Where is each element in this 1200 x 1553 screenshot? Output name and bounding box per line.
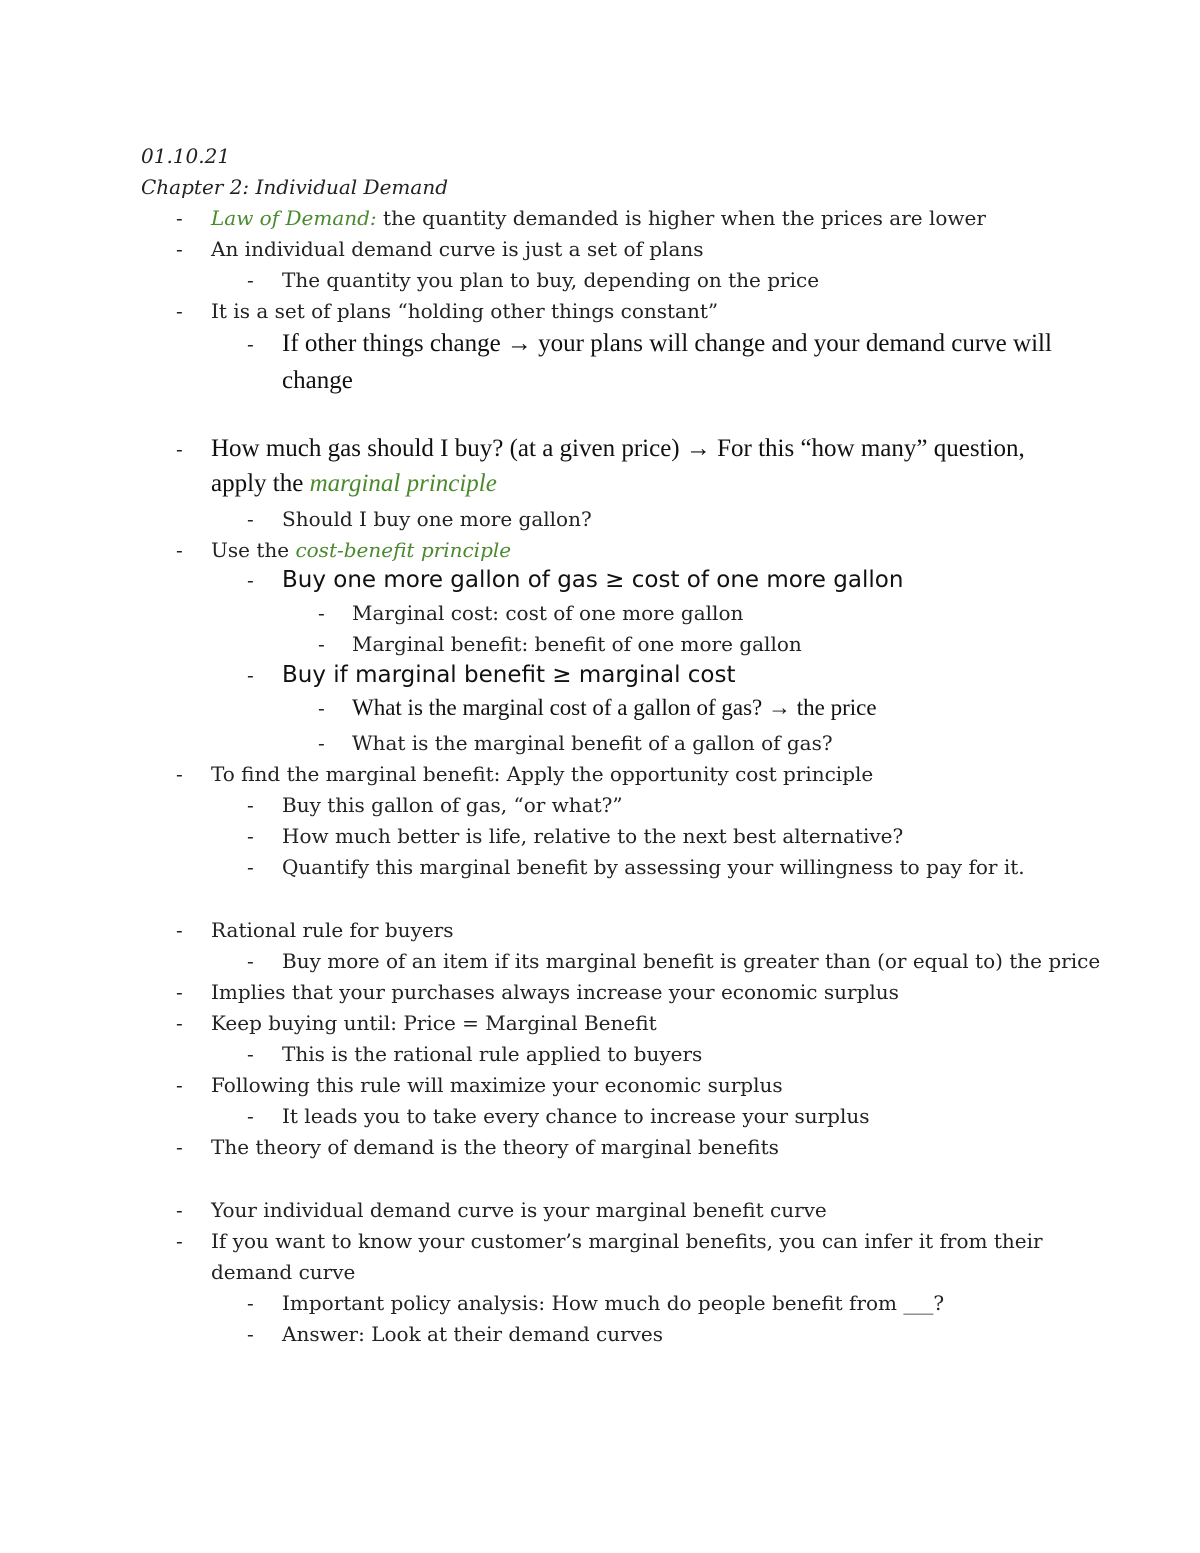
list-item-text: The quantity you plan to buy, depending on the price — [282, 268, 820, 292]
list-item-text: It is a set of plans “holding other things constant” — [211, 299, 719, 323]
law-definition: the quantity demanded is higher when the prices are lower — [376, 206, 986, 230]
list-item-text: Buy this gallon of gas, “or what?” — [282, 793, 623, 817]
term-law-of-demand: Law of Demand: — [211, 206, 377, 230]
bullet-dash: - — [176, 1011, 183, 1035]
list-item-text: Buy one more gallon of gas ≥ cost of one more gallon — [282, 567, 904, 593]
bullet-dash: - — [176, 1229, 183, 1253]
term-cost-benefit-principle: cost-benefit principle — [295, 538, 512, 562]
list-item-text — [211, 537, 511, 563]
bullet-dash: - — [247, 332, 254, 356]
bullet-dash: - — [176, 980, 183, 1004]
list-item-text: Following this rule will maximize your economic surplus — [211, 1073, 783, 1097]
bullet-dash: - — [247, 1291, 254, 1315]
bullet-dash: - — [176, 206, 183, 230]
list-item-text: Implies that your purchases always increase your economic surplus — [211, 980, 899, 1004]
list-item-text — [211, 471, 497, 497]
bullet-dash: - — [318, 696, 325, 720]
bullet-dash: - — [176, 1198, 183, 1222]
list-item-text: How much better is life, relative to the next best alternative? — [282, 824, 904, 848]
apply-prefix: apply the — [211, 470, 310, 497]
list-item-text: Your individual demand curve is your marginal benefit curve — [211, 1198, 827, 1222]
list-item-text: What is the marginal benefit of a gallon of gas? — [352, 731, 833, 755]
list-item-text: Marginal benefit: benefit of one more gallon — [352, 632, 802, 656]
bullet-dash: - — [247, 949, 254, 973]
bullet-dash: - — [247, 1042, 254, 1066]
list-item-text: To find the marginal benefit: Apply the opportunity cost principle — [211, 762, 874, 786]
list-item-text: How much gas should I buy? (at a given price) → For this “how many” question, — [211, 435, 1025, 462]
list-item-text: Answer: Look at their demand curves — [282, 1322, 664, 1346]
list-item-text: change — [282, 367, 353, 394]
use-prefix: Use the — [211, 538, 296, 562]
bullet-dash: - — [247, 568, 254, 592]
bullet-dash: - — [176, 918, 183, 942]
bullet-dash: - — [247, 268, 254, 292]
bullet-dash: - — [247, 793, 254, 817]
bullet-dash: - — [176, 237, 183, 261]
bullet-dash: - — [318, 632, 325, 656]
list-item-text: demand curve — [211, 1260, 356, 1284]
list-item-text: Should I buy one more gallon? — [282, 507, 592, 531]
list-item-text: Rational rule for buyers — [211, 918, 454, 942]
bullet-dash: - — [176, 299, 183, 323]
list-item-text: An individual demand curve is just a set of plans — [211, 237, 704, 261]
bullet-dash: - — [176, 538, 183, 562]
term-marginal-principle: marginal principle — [309, 470, 497, 497]
bullet-dash: - — [176, 1073, 183, 1097]
list-item-text: Important policy analysis: How much do people benefit from ___? — [282, 1291, 945, 1315]
bullet-dash: - — [247, 855, 254, 879]
list-item-text: Keep buying until: Price = Marginal Benefit — [211, 1011, 657, 1035]
bullet-dash: - — [176, 1135, 183, 1159]
list-item-text: Quantify this marginal benefit by assessing your willingness to pay for it. — [282, 855, 1025, 879]
note-date: 01.10.21 — [141, 144, 231, 168]
list-item-text: If you want to know your customer’s marginal benefits, you can infer it from their — [211, 1229, 1043, 1253]
list-item-text: It leads you to take every chance to increase your surplus — [282, 1104, 870, 1128]
bullet-dash: - — [247, 663, 254, 687]
bullet-dash: - — [247, 1322, 254, 1346]
bullet-dash: - — [247, 1104, 254, 1128]
list-item-text — [211, 205, 986, 231]
bullet-dash: - — [176, 437, 183, 461]
list-item-text: Buy if marginal benefit ≥ marginal cost — [282, 662, 736, 688]
chapter-title: Chapter 2: Individual Demand — [141, 175, 449, 199]
list-item-text: This is the rational rule applied to buyers — [282, 1042, 703, 1066]
list-item-text: The theory of demand is the theory of marginal benefits — [211, 1135, 779, 1159]
bullet-dash: - — [318, 731, 325, 755]
list-item-text: Buy more of an item if its marginal benefit is greater than (or equal to) the price — [282, 949, 1101, 973]
bullet-dash: - — [247, 824, 254, 848]
list-item-text: What is the marginal cost of a gallon of gas? → the price — [352, 695, 877, 720]
bullet-dash: - — [176, 762, 183, 786]
bullet-dash: - — [247, 507, 254, 531]
bullet-dash: - — [318, 601, 325, 625]
list-item-text: Marginal cost: cost of one more gallon — [352, 601, 744, 625]
list-item-text: If other things change → your plans will change and your demand curve will — [282, 330, 1052, 357]
